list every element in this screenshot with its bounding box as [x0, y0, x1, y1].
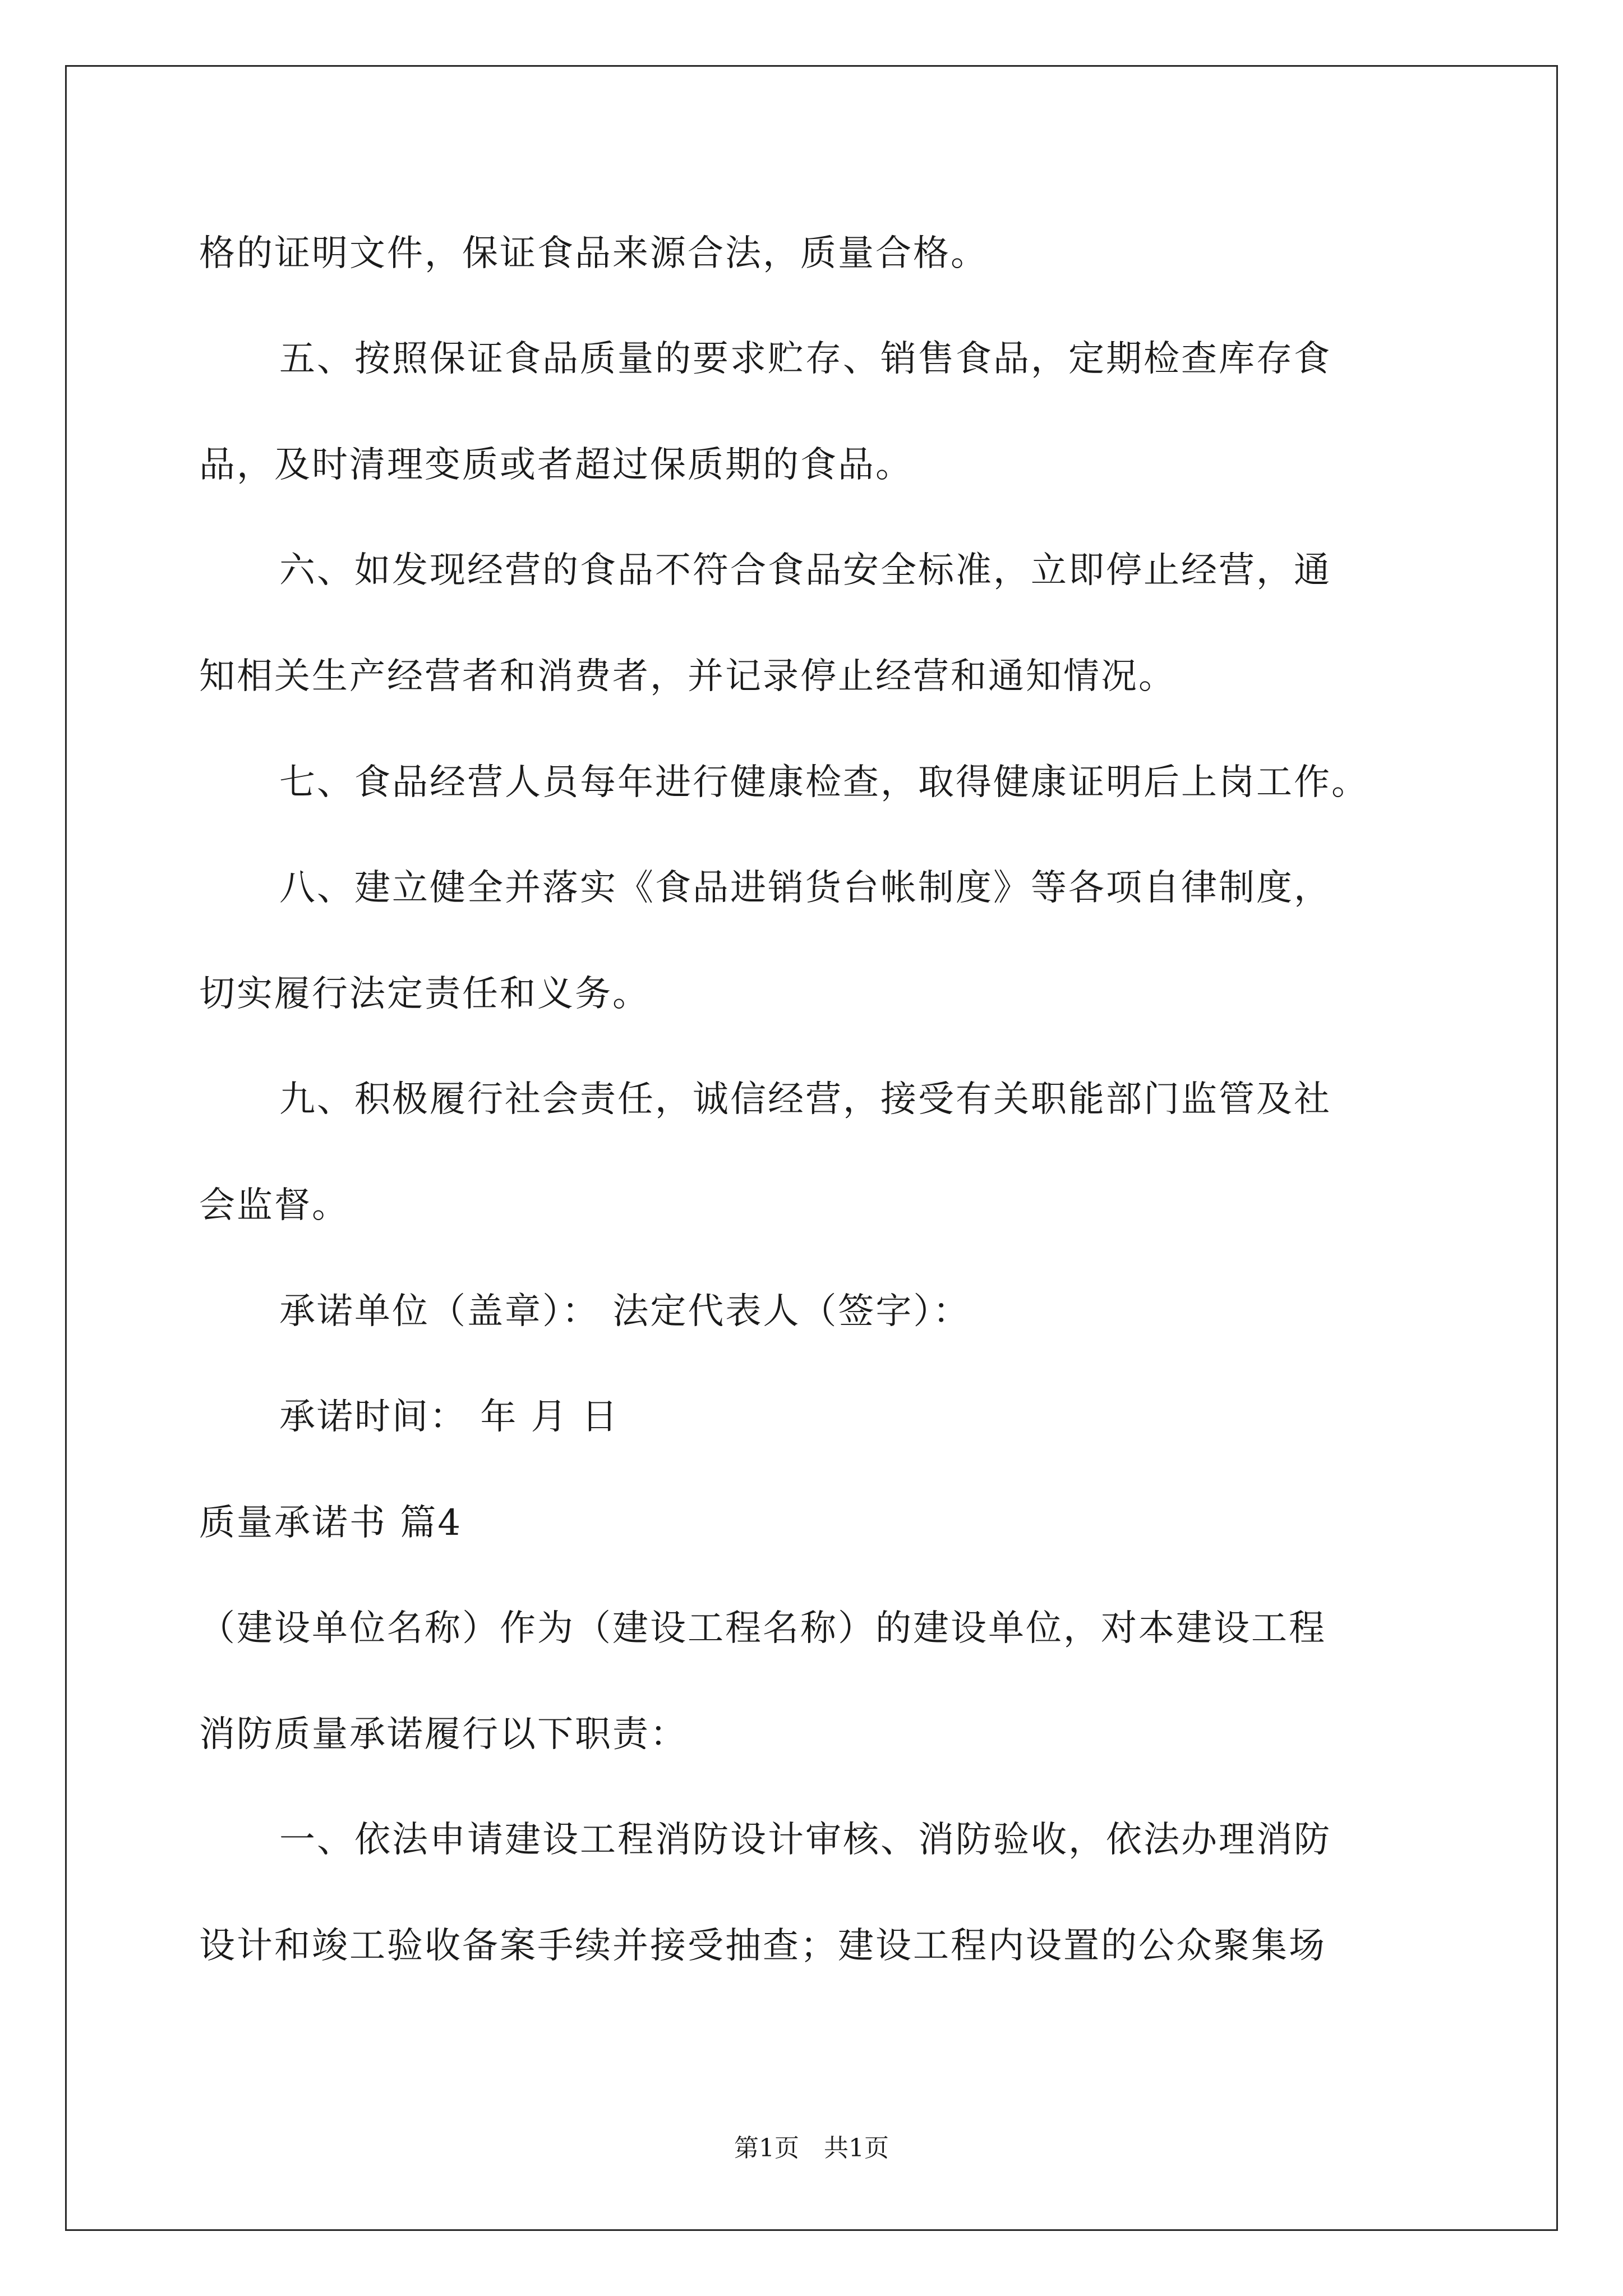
text-line: 六、如发现经营的食品不符合食品安全标准，立即停止经营，通 — [279, 550, 1331, 591]
text-line: 一、依法申请建设工程消防设计审核、消防验收，依法办理消防 — [279, 1819, 1331, 1861]
text-line: 品，及时清理变质或者超过保质期的食品。 — [199, 444, 913, 486]
text-line: （建设单位名称）作为（建设工程名称）的建设单位，对本建设工程 — [199, 1608, 1326, 1649]
text-line: 切实履行法定责任和义务。 — [199, 973, 650, 1015]
text-line: 五、按照保证食品质量的要求贮存、销售食品，定期检查库存食 — [279, 338, 1331, 380]
commitment-date-line: 承诺时间： 年 月 日 — [279, 1396, 620, 1438]
text-line: 七、食品经营人员每年进行健康检查，取得健康证明后上岗工作。 — [279, 762, 1369, 803]
text-line: 九、积极履行社会责任，诚信经营，接受有关职能部门监管及社 — [279, 1079, 1331, 1120]
section-heading: 质量承诺书 篇4 — [199, 1502, 463, 1544]
text-line: 会监督。 — [199, 1185, 349, 1226]
text-line: 消防质量承诺履行以下职责： — [199, 1714, 688, 1755]
text-line: 八、建立健全并落实《食品进销货台帐制度》等各项自律制度， — [279, 867, 1331, 909]
page-number-footer: 第1页 共1页 — [734, 2134, 889, 2162]
page-border — [65, 65, 1558, 2231]
text-line: 格的证明文件，保证食品来源合法，质量合格。 — [199, 233, 988, 274]
text-line: 设计和竣工验收备案手续并接受抽查；建设工程内设置的公众聚集场 — [199, 1925, 1326, 1967]
text-line: 知相关生产经营者和消费者，并记录停止经营和通知情况。 — [199, 656, 1176, 697]
signature-unit-line: 承诺单位（盖章）： 法定代表人（签字）： — [279, 1291, 971, 1332]
